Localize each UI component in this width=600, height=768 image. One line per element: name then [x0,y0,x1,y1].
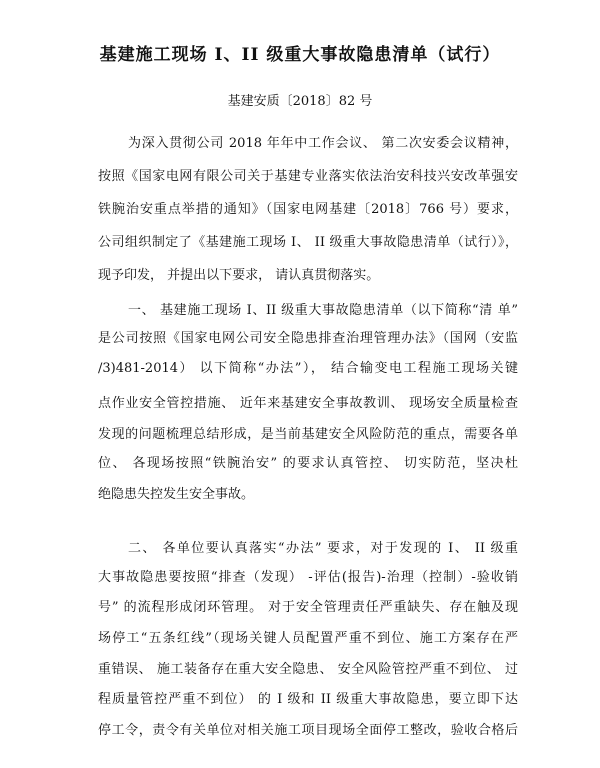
paragraph-3-line-7: 停工令，责令有关单位对相关施工项目现场全面停工整改，验收合格后 [98,723,518,738]
paragraph-2-line-3: /3)481-2014） 以下简称“办法”）， 结合输变电工程施工现场关键 [98,361,518,376]
paragraph-2-line-6: 位、 各现场按照“铁腕治安” 的要求认真管控、 切实防范，坚决杜 [98,456,518,471]
paragraph-3-line-3: 号” 的流程形成闭环管理。 对于安全管理责任严重缺失、存在触及现 [98,600,518,615]
paragraph-2-line-5: 发现的问题梳理总结形成，是当前基建安全风险防范的重点，需要各单 [98,427,518,442]
paragraph-3-line-5: 重错误、 施工装备存在重大安全隐患、 安全风险管控严重不到位、 过 [98,662,518,677]
paragraph-1-line-2: 按照《国家电网有限公司关于基建专业落实依法治安科技兴安改革强安 [98,169,518,184]
paragraph-2-line-7: 绝隐患失控发生安全事故。 [98,487,255,502]
paragraph-3-line-2: 大事故隐患要按照“排查（发现） -评估(报告)-治理（控制）-验收销 [98,570,518,585]
paragraph-1-line-4: 公司组织制定了《基建施工现场 I、 II 级重大事故隐患清单（试行）》， [98,235,518,250]
paragraph-2-line-1: 一、 基建施工现场 I、II 级重大事故隐患清单（以下简称“清 单” [128,303,518,318]
paragraph-3-line-4: 场停工“五条红线”（现场关键人员配置严重不到位、施工方案存在严 [98,631,518,646]
paragraph-2-line-4: 点作业安全管控措施、 近年来基建安全事故教训、 现场安全质量检查 [98,396,518,411]
paragraph-1-line-5: 现予印发， 并提出以下要求， 请认真贯彻落实。 [98,268,380,283]
paragraph-3-line-6: 程质量管控严重不到位） 的 I 级和 II 级重大事故隐患，要立即下达 [98,692,518,707]
document-title: 基建施工现场 I、II 级重大事故隐患清单（试行） [99,45,501,65]
paragraph-2-line-2: 是公司按照《国家电网公司安全隐患排查治理管理办法》（国网（安监 [98,331,518,346]
paragraph-3-line-1: 二、 各单位要认真落实“办法” 要求，对于发现的 I、 II 级重 [128,541,518,556]
paragraph-1-line-3: 铁腕治安重点举措的通知》（国家电网基建〔2018〕766 号）要求， [98,202,518,217]
paragraph-1-line-1: 为深入贯彻公司 2018 年年中工作会议、 第二次安委会议精神， [128,136,518,151]
document-number: 基建安质〔2018〕82 号 [227,94,373,109]
